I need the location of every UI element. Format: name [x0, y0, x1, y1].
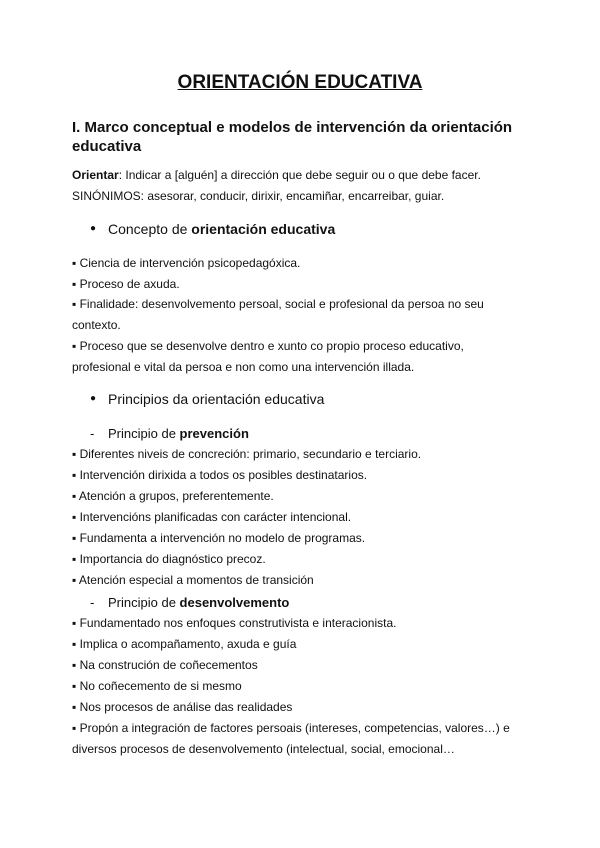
- document-title: ORIENTACIÓN EDUCATIVA: [177, 72, 423, 93]
- list-item: ▪ Proceso de axuda.: [72, 277, 180, 291]
- list-item: ▪ Fundamenta a intervención no modelo de programas.: [72, 531, 366, 545]
- list-item: ▪ No coñecemento de si mesmo: [72, 679, 242, 693]
- list-item: ▪ Ciencia de intervención psicopedagóxica.: [72, 256, 301, 270]
- development-prefix: Principio de: [108, 595, 180, 610]
- list-item: ▪ Atención a grupos, preferentemente.: [72, 489, 274, 503]
- principles-heading-text: Principios da orientación educativa: [108, 391, 325, 407]
- definition-line: [72, 168, 481, 182]
- concept-bold: orientación educativa: [191, 221, 336, 237]
- section-heading-line-2: educativa: [72, 138, 142, 155]
- list-item: ▪ Na construción de coñecementos: [72, 658, 258, 672]
- development-heading: [90, 595, 290, 610]
- list-item: ▪ Importancia do diagnóstico precoz.: [72, 552, 266, 566]
- list-item: ▪ Propón a integración de factores persoais (intereses, competencias, valores…) e: [72, 721, 510, 735]
- list-item: ▪ Intervencións planificadas con carácter intencional.: [72, 510, 352, 524]
- prevention-bold: prevención: [179, 426, 249, 441]
- list-item: ▪ Fundamentado nos enfoques construtivista e interacionista.: [72, 616, 397, 630]
- prevention-prefix: Principio de: [108, 426, 180, 441]
- concept-heading: [90, 221, 336, 237]
- list-item: contexto.: [72, 318, 121, 332]
- bullet-dot-icon: ●: [90, 393, 97, 404]
- synonyms-line: SINÓNIMOS: asesorar, conducir, dirixir, encamiñar, encarreibar, guiar.: [72, 189, 445, 203]
- section-heading-line-1: I. Marco conceptual e modelos de intervención da orientación: [72, 119, 513, 136]
- list-item: diversos procesos de desenvolvemento (intelectual, social, emocional…: [72, 742, 455, 756]
- definition-text: : Indicar a [alguén] a dirección que debe seguir ou o que debe facer.: [118, 168, 481, 182]
- definition-term: Orientar: [72, 168, 119, 182]
- list-item: ▪ Implica o acompañamento, axuda e guía: [72, 637, 297, 651]
- list-item: ▪ Intervención dirixida a todos os posibles destinatarios.: [72, 468, 368, 482]
- development-bold: desenvolvemento: [179, 595, 290, 610]
- concept-prefix: Concepto de: [108, 221, 192, 237]
- dash-icon: -: [90, 595, 95, 610]
- list-item: ▪ Atención especial a momentos de transición: [72, 573, 314, 587]
- list-item: profesional e vital da persoa e non como una intervención illada.: [72, 360, 415, 374]
- list-item: ▪ Proceso que se desenvolve dentro e xunto co propio proceso educativo,: [72, 339, 464, 353]
- bullet-dot-icon: ●: [90, 223, 97, 234]
- prevention-heading: [90, 426, 249, 441]
- list-item: ▪ Finalidade: desenvolvemento persoal, social e profesional da persoa no seu: [72, 297, 484, 311]
- list-item: ▪ Diferentes niveis de concreción: primario, secundario e terciario.: [72, 447, 422, 461]
- principles-heading: [90, 391, 325, 407]
- dash-icon: -: [90, 426, 95, 441]
- list-item: ▪ Nos procesos de análise das realidades: [72, 700, 293, 714]
